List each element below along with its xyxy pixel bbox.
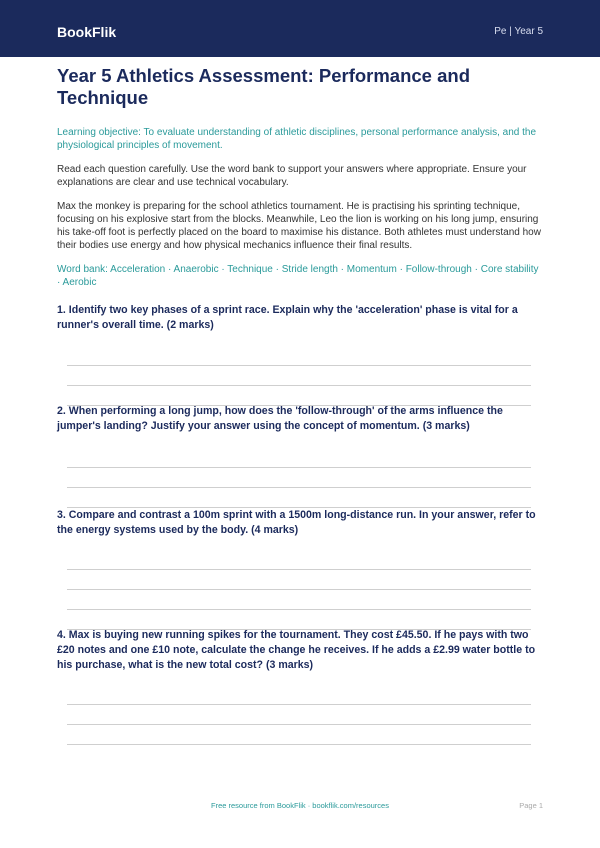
answer-line[interactable]	[67, 569, 531, 570]
answer-line[interactable]	[67, 704, 531, 705]
header-bar	[0, 0, 600, 57]
answer-line[interactable]	[67, 487, 531, 488]
scenario-text: Max the monkey is preparing for the school athletics tournament. He is practising his sprinting technique, focusing on his explosive start from the blocks. Meanwhile, Leo the lion is working on his long jump, ensuring his take-off foot is perfectly placed on the board to maximise his distance. Both athletes must understand how their bodies use energy and how physical mechanics influence their final results.	[57, 201, 541, 251]
brand-logo: BookFlik	[57, 24, 117, 40]
question-3	[57, 508, 543, 538]
answer-line[interactable]	[67, 365, 531, 366]
header-subject-year: Pe | Year 5	[494, 26, 543, 37]
question-text: 3. Compare and contrast a 100m sprint with a 1500m long-distance run. In your answer, refer to the energy systems used by the body. (4 marks)	[57, 509, 536, 536]
page-number: Page 1	[519, 801, 543, 810]
page-title: Year 5 Athletics Assessment: Performance and Technique	[57, 65, 470, 108]
footer-credit-link[interactable]: Free resource from BookFlik · bookflik.com/resources	[211, 801, 389, 810]
answer-line[interactable]	[67, 467, 531, 468]
instructions-text: Read each question carefully. Use the word bank to support your answers where appropriate. Ensure your explanations are clear and use technical vocabulary.	[57, 164, 527, 188]
question-2	[57, 404, 543, 434]
question-text: 1. Identify two key phases of a sprint race. Explain why the 'acceleration' phase is vital for a runner's overall time. (2 marks)	[57, 304, 518, 331]
learning-objective: Learning objective: To evaluate understanding of athletic disciplines, personal performance analysis, and the physiological principles of movement.	[57, 127, 537, 151]
question-text: 4. Max is buying new running spikes for the tournament. They cost £45.50. If he pays with two £20 notes and one £10 note, calculate the change he receives. If he adds a £2.99 water bottle to his purchase, what is the new total cost? (3 marks)	[57, 629, 536, 671]
question-text: 2. When performing a long jump, how does the 'follow-through' of the arms influence the jumper's landing? Justify your answer using the concept of momentum. (3 marks)	[57, 405, 503, 432]
answer-line[interactable]	[67, 609, 531, 610]
answer-line[interactable]	[67, 724, 531, 725]
question-1	[57, 303, 543, 333]
answer-line[interactable]	[67, 385, 531, 386]
word-bank: Word bank: Acceleration · Anaerobic · Technique · Stride length · Momentum · Follow-through · Core stability · Aerobic	[57, 264, 539, 288]
answer-line[interactable]	[67, 589, 531, 590]
question-4	[57, 628, 543, 673]
worksheet-intro	[57, 65, 543, 289]
answer-line[interactable]	[67, 744, 531, 745]
